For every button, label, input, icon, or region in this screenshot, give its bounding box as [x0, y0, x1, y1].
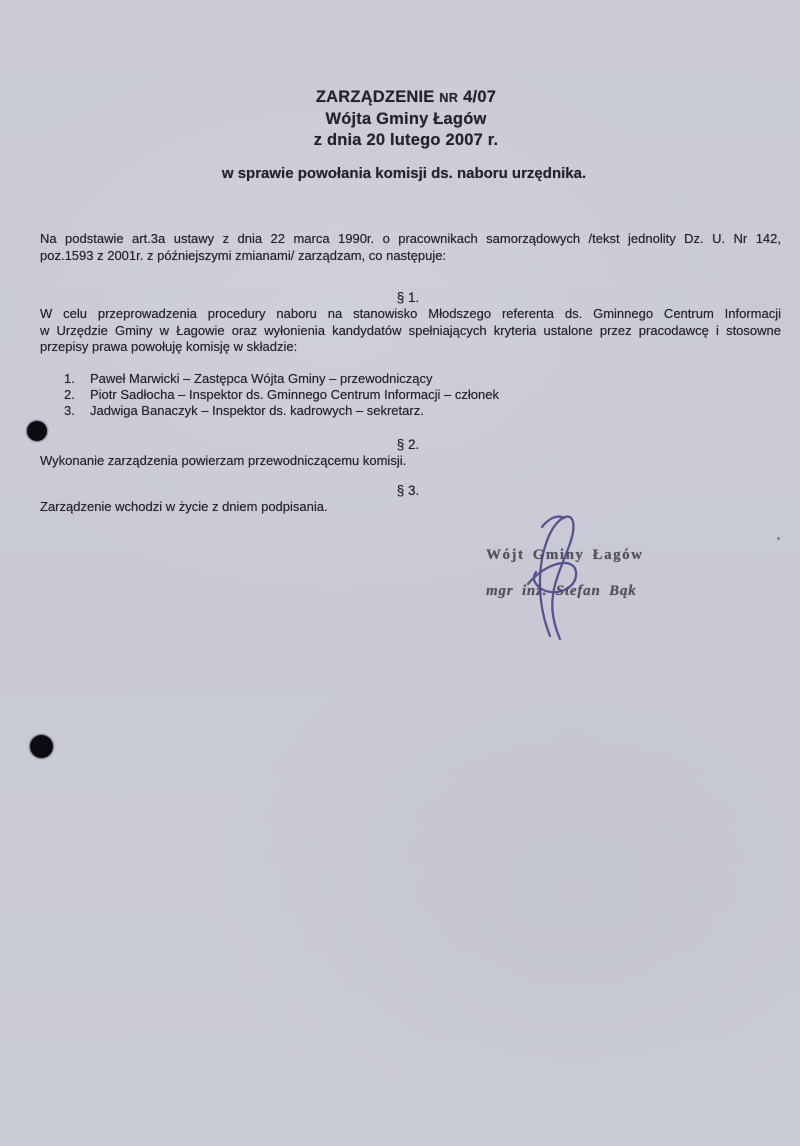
preamble-line: poz.1593 z 2001r. z późniejszymi zmianami/ zarządzam, co następuje: [40, 247, 447, 263]
list-item-number: 1. [64, 371, 75, 386]
list-item-number: 3. [64, 403, 75, 419]
section2-text: Wykonanie zarządzenia powierzam przewodniczącemu komisji. [40, 453, 407, 468]
title-number: 4/07 [463, 88, 497, 106]
scan-speck [777, 537, 780, 540]
list-item-text: Paweł Marwicki – Zastępca Wójta Gminy – przewodniczący [90, 371, 433, 386]
section1-line: w Urzędzie Gminy w Łagowie oraz wyłonienia kandydatów spełniających kryteria ustalone przez pracodawcę i stosowne [40, 322, 781, 338]
title-nr-abbrev: NR [439, 91, 459, 105]
punch-hole-mark [27, 421, 47, 441]
preamble-paragraph [40, 231, 781, 264]
section1-paragraph [40, 306, 781, 356]
document-title-line2: Wójta Gminy Łagów [325, 110, 487, 128]
document-title-block [0, 87, 800, 151]
list-item [64, 387, 499, 403]
list-item [64, 371, 499, 387]
section2-heading: § 2. [396, 437, 420, 452]
section3-text: Zarządzenie wchodzi w życie z dniem podpisania. [40, 499, 328, 514]
list-item-number: 2. [64, 387, 75, 403]
section1-heading: § 1. [396, 290, 420, 305]
section3-heading: § 3. [396, 483, 420, 498]
list-item-text: Jadwiga Banaczyk – Inspektor ds. kadrowych – sekretarz. [90, 403, 424, 419]
document-subject: w sprawie powołania komisji ds. naboru urzędnika. [221, 165, 587, 182]
punch-hole-mark [30, 735, 53, 758]
preamble-line: Na podstawie art.3a ustawy z dnia 22 marca 1990r. o pracownikach samorządowych /tekst jednolity Dz. U. Nr 142, [40, 231, 781, 246]
list-item-text: Piotr Sadłocha – Inspektor ds. Gminnego Centrum Informacji – członek [90, 387, 499, 403]
handwritten-signature-icon [512, 506, 602, 642]
signatory-name: mgr inż. Stefan Bąk [486, 583, 637, 599]
signatory-title: Wójt Gminy Łagów [486, 547, 644, 563]
document-title-line1 [0, 87, 800, 109]
section1-line: przepisy prawa powołuję komisję w składzie: [40, 339, 298, 354]
title-word: ZARZĄDZENIE [315, 88, 435, 106]
list-item [64, 403, 499, 419]
document-title-line3: z dnia 20 lutego 2007 r. [313, 131, 499, 149]
commission-members-list [64, 371, 499, 420]
section1-line: W celu przeprowadzenia procedury naboru na stanowisko Młodszego referenta ds. Gminnego Centrum Informacji [40, 306, 781, 321]
